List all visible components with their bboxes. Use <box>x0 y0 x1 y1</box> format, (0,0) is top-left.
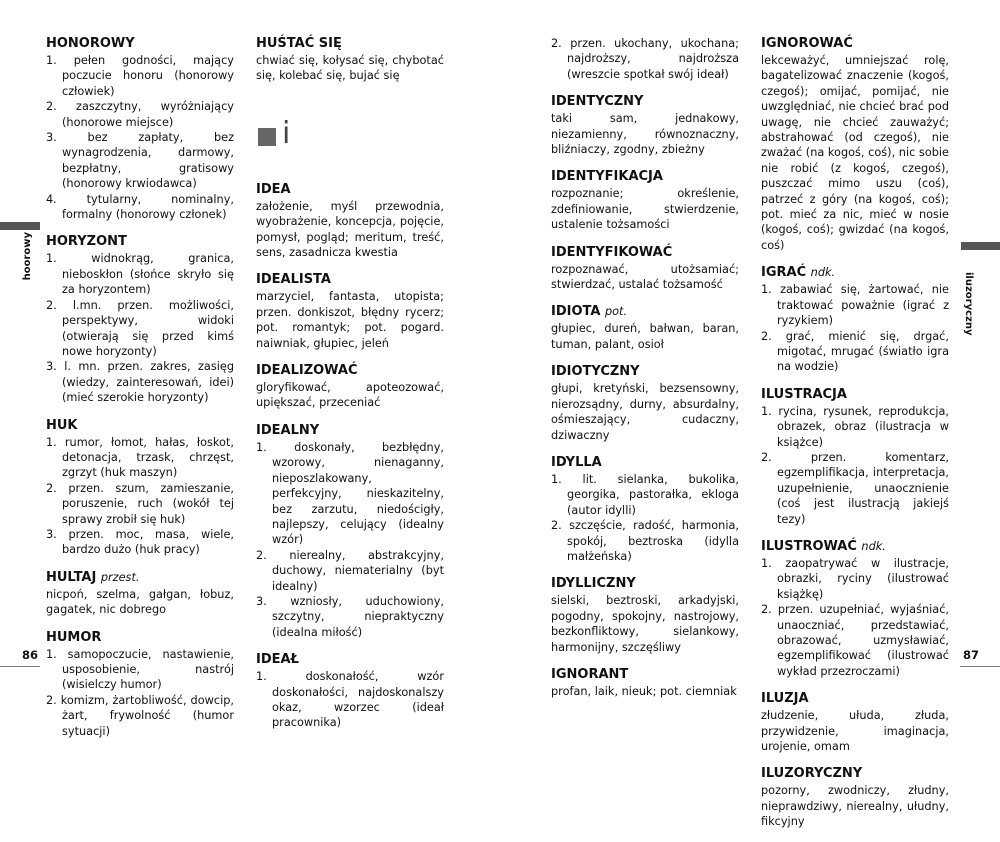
right-footer-line <box>960 666 1000 667</box>
entry-sense: 2. nierealny, abstrakcyjny, duchowy, niematerialny (byt idealny) <box>256 548 444 593</box>
entry-sense: 1. zabawiać się, żartować, nie traktować poważnie (igrać z ryzykiem) <box>761 283 949 328</box>
entry-headword <box>761 539 949 555</box>
entry-sense: 2. przen. uzupełniać, wyjaśniać, unaoczniać, przedstawiać, obrazować, uzmysławiać, egzemplifikować (ilustrować wykład przezroczami) <box>761 603 949 678</box>
entry-sense: 1. samopoczucie, nastawienie, usposobienie, nastrój (wisielczy humor) <box>46 647 234 692</box>
entry-definition: sielski, beztroski, arkadyjski, pogodny, spokojny, nastrojowy, bezkonfliktowy, sielankowy, harmonijny, szczęśliwy <box>551 594 739 654</box>
section-letter: i <box>282 115 291 151</box>
entry-headword <box>256 272 444 288</box>
headword-text: IGNORANT <box>551 666 629 682</box>
entry-sense: 1. lit. sielanka, bukolika, georgika, pastorałka, ekloga (autor idylli) <box>551 472 739 517</box>
entry-headword <box>256 423 444 439</box>
entry-sense: 1. rycina, rysunek, reprodukcja, obrazek, obraz (ilustracja w książce) <box>761 404 949 449</box>
headword-text: ILUZORYCZNY <box>761 766 863 782</box>
entry-definition: lekceważyć, umniejszać rolę, bagatelizować znaczenie (kogoś, czegoś); omijać, pomijać, nie uwzględniać, nie chcieć brać pod uwagę, nie chcieć zauważyć; abstrahować (od czegoś), nie zważać (na kogoś, coś), nic sobie nie robić (z kogoś, czegoś), puszczać mimo uszu (coś), patrzeć z góry (na kogoś, coś); pot. mieć za nic, mieć w nosie (kogoś, coś); gwizdać (na kogoś, coś) <box>761 54 949 252</box>
dictionary-entry <box>256 652 444 731</box>
usage-tag: przest. <box>100 570 140 584</box>
entry-headword <box>551 667 739 683</box>
entry-sense: 2. przen. komentarz, egzemplifikacja, interpretacja, uzupełnienie, unaocznienie (coś jest ilustracją jakiejś tezy) <box>761 450 949 526</box>
entry-sense: 3. wzniosły, uduchowiony, szczytny, niepraktyczny (idealna miłość) <box>256 594 444 639</box>
dictionary-entry <box>551 169 739 232</box>
entry-sense: 2. przen. szum, zamieszanie, poruszenie, ruch (wokół tej sprawy zrobił się huk) <box>46 481 234 526</box>
dictionary-entry <box>761 265 949 374</box>
entry-definition: złudzenie, ułuda, złuda, przywidzenie, imaginacja, urojenie, omam <box>761 709 949 754</box>
entry-headword <box>256 182 444 198</box>
dictionary-entry <box>551 576 739 655</box>
headword-text: ILUSTRACJA <box>761 386 847 402</box>
headword-text: IGRAĆ <box>761 265 807 281</box>
entry-headword <box>46 234 234 250</box>
entry-headword <box>256 652 444 668</box>
left-footer-line <box>0 666 40 667</box>
headword-text: IDEALISTA <box>256 272 331 288</box>
dictionary-entry <box>256 182 444 261</box>
right-side-label: iluzoryczny <box>963 272 974 336</box>
entry-definition: głupiec, dureń, bałwan, baran, tuman, palant, osioł <box>551 322 739 351</box>
entry-headword <box>761 387 949 403</box>
entry-sense: 2. zaszczytny, wyróżniający (honorowe miejsce) <box>46 100 234 129</box>
entry-headword <box>551 94 739 110</box>
dictionary-entry <box>46 36 234 222</box>
headword-text: HONOROWY <box>46 36 135 51</box>
entry-sense: 4. tytularny, nominalny, formalny (honorowy członek) <box>46 192 234 222</box>
entry-headword <box>551 245 739 261</box>
entry-definition: chwiać się, kołysać się, chybotać się, kolebać się, bujać się <box>256 54 444 83</box>
entry-definition: nicpoń, szelma, gałgan, łobuz, gagatek, nic dobrego <box>46 587 234 617</box>
entry-definition: założenie, myśl przewodnia, wyobrażenie, koncepcja, pojęcie, pomysł, pogląd; meritum, treść, sens, zasadnicza kwestia <box>256 199 444 260</box>
dictionary-entry <box>551 364 739 443</box>
dictionary-entry <box>551 36 739 82</box>
headword-text: IDEAŁ <box>256 652 299 668</box>
entry-headword <box>46 36 234 52</box>
entry-definition: głupi, kretyński, bezsensowny, nierozsądny, durny, absurdalny, ośmieszający, cudaczny, dziwaczny <box>551 382 739 442</box>
entry-definition: rozpoznanie; określenie, zdefiniowanie, stwierdzenie, ustalenie tożsamości <box>551 187 739 232</box>
headword-text: IGNOROWAĆ <box>761 36 853 51</box>
dictionary-entry <box>761 539 949 679</box>
headword-text: IDYLLICZNY <box>551 576 636 592</box>
column-2 <box>256 36 444 743</box>
left-thumb-tab <box>0 222 40 230</box>
headword-text: ILUSTROWAĆ <box>761 538 857 554</box>
dictionary-entry <box>551 667 739 699</box>
headword-text: IDEALIZOWAĆ <box>256 363 358 379</box>
usage-tag: ndk. <box>861 539 886 553</box>
entry-sense: 2. szczęście, radość, harmonia, spokój, beztroska (idylla małżeńska) <box>551 519 739 563</box>
column-2-top <box>256 36 444 84</box>
entry-headword <box>761 36 949 52</box>
column-2-entries <box>256 182 444 731</box>
usage-tag: ndk. <box>810 266 836 280</box>
entry-headword <box>551 169 739 185</box>
entry-headword <box>46 570 234 586</box>
section-square-icon <box>258 128 276 146</box>
headword-text: IDYLLA <box>551 454 602 470</box>
headword-text: HORYZONT <box>46 234 127 250</box>
column-1 <box>46 36 234 751</box>
headword-text: HULTAJ <box>46 569 97 585</box>
entry-sense: 1. widnokrąg, granica, nieboskłon (słońce skryło się za horyzontem) <box>46 252 234 297</box>
dictionary-entry <box>761 691 949 754</box>
dictionary-entry <box>551 94 739 157</box>
dictionary-entry <box>46 630 234 739</box>
headword-text: HUK <box>46 417 78 433</box>
entry-sense: 2. l.mn. przen. możliwości, perspektywy, widoki (otwierają się przed kimś nowe horyzonty) <box>46 298 234 358</box>
entry-headword <box>551 455 739 471</box>
entry-sense: 3. przen. moc, masa, wiele, bardzo dużo (huk pracy) <box>46 527 234 557</box>
dictionary-entry <box>761 766 949 829</box>
entry-sense: 1. rumor, łomot, hałas, łoskot, detonacja, trzask, chrzęst, zgrzyt (huk maszyn) <box>46 435 234 480</box>
entry-definition: profan, laik, nieuk; pot. ciemniak <box>551 684 737 698</box>
entry-sense: 1. pełen godności, mający poczucie honoru (honorowy człowiek) <box>46 54 234 98</box>
dictionary-entry <box>551 455 739 564</box>
entry-headword <box>46 630 234 646</box>
headword-text: ILUZJA <box>761 691 809 707</box>
dictionary-entry <box>46 570 234 618</box>
dictionary-entry <box>761 36 949 253</box>
headword-text: IDIOTYCZNY <box>551 364 640 380</box>
entry-headword <box>761 766 949 782</box>
entry-sense: 2. komizm, żartobliwość, dowcip, żart, frywolność (humor sytuacji) <box>46 693 234 738</box>
headword-text: HUMOR <box>46 629 102 645</box>
dictionary-entry <box>761 387 949 527</box>
section-marker <box>258 115 444 151</box>
entry-headword <box>761 691 949 707</box>
entry-definition: gloryfikować, apoteozować, upiększać, przeceniać <box>256 381 444 410</box>
dictionary-entry <box>46 234 234 405</box>
dictionary-entry <box>256 423 444 640</box>
column-3 <box>551 36 739 711</box>
dictionary-entry <box>551 245 739 293</box>
headword-text: IDEA <box>256 181 291 197</box>
dictionary-entry <box>46 418 234 558</box>
headword-text: IDENTYCZNY <box>551 94 644 110</box>
entry-definition: rozpoznawać, utożsamiać; stwierdzać, ustalać tożsamość <box>551 262 739 292</box>
entry-headword <box>761 265 949 281</box>
headword-text: IDENTYFIKACJA <box>551 169 663 185</box>
right-thumb-tab <box>961 242 1000 250</box>
left-page-number: 86 <box>22 648 39 662</box>
dictionary-entry <box>256 272 444 351</box>
entry-headword <box>46 418 234 434</box>
entry-sense: 1. zaopatrywać w ilustracje, obrazki, ryciny (ilustrować książkę) <box>761 556 949 601</box>
entry-headword <box>551 304 739 320</box>
left-side-label: hoorowy <box>22 232 33 281</box>
headword-text: IDIOTA <box>551 304 601 320</box>
entry-headword <box>256 363 444 379</box>
entry-sense: 1. doskonałość, wzór doskonałości, najdoskonalszy okaz, wzorzec (ideał pracownika) <box>256 670 444 730</box>
dictionary-entry <box>551 304 739 352</box>
entry-sense: 3. l. mn. przen. zakres, zasięg (wiedzy, zainteresowań, idei) (mieć szerokie horyzonty) <box>46 360 234 405</box>
dictionary-entry <box>256 36 444 84</box>
entry-definition: pozorny, zwodniczy, złudny, nieprawdziwy, nierealny, ułudny, fikcyjny <box>761 784 949 829</box>
right-page-number: 87 <box>963 648 980 662</box>
entry-sense: 3. bez zapłaty, bez wynagrodzenia, darmowy, bezpłatny, gratisowy (honorowy krwiodawca) <box>46 131 234 191</box>
entry-sense: 1. doskonały, bezbłędny, wzorowy, nienaganny, nieposzlakowany, perfekcyjny, nieskazitelny, bez zarzutu, niedościgły, najlepszy, celujący (idealny wzór) <box>256 440 444 547</box>
entry-headword <box>551 576 739 592</box>
entry-definition: taki sam, jednakowy, niezamienny, równoznaczny, bliźniaczy, zgodny, zbieżny <box>551 112 739 157</box>
entry-headword <box>256 36 444 52</box>
headword-text: IDENTYFIKOWAĆ <box>551 244 673 260</box>
usage-tag: pot. <box>604 305 628 319</box>
dictionary-entry <box>256 363 444 411</box>
entry-sense: 2. przen. ukochany, ukochana; najdroższy, najdroższa (wreszcie spotkał swój ideał) <box>551 37 739 81</box>
headword-text: HUŚTAĆ SIĘ <box>256 36 342 51</box>
headword-text: IDEALNY <box>256 422 320 438</box>
entry-sense: 2. grać, mienić się, drgać, migotać, mrugać (światło igra na wodzie) <box>761 329 949 374</box>
entry-definition: marzyciel, fantasta, utopista; przen. donkiszot, błędny rycerz; pot. romantyk; pot. pogard. naiwniak, głupiec, jeleń <box>256 290 444 350</box>
entry-headword <box>551 364 739 380</box>
